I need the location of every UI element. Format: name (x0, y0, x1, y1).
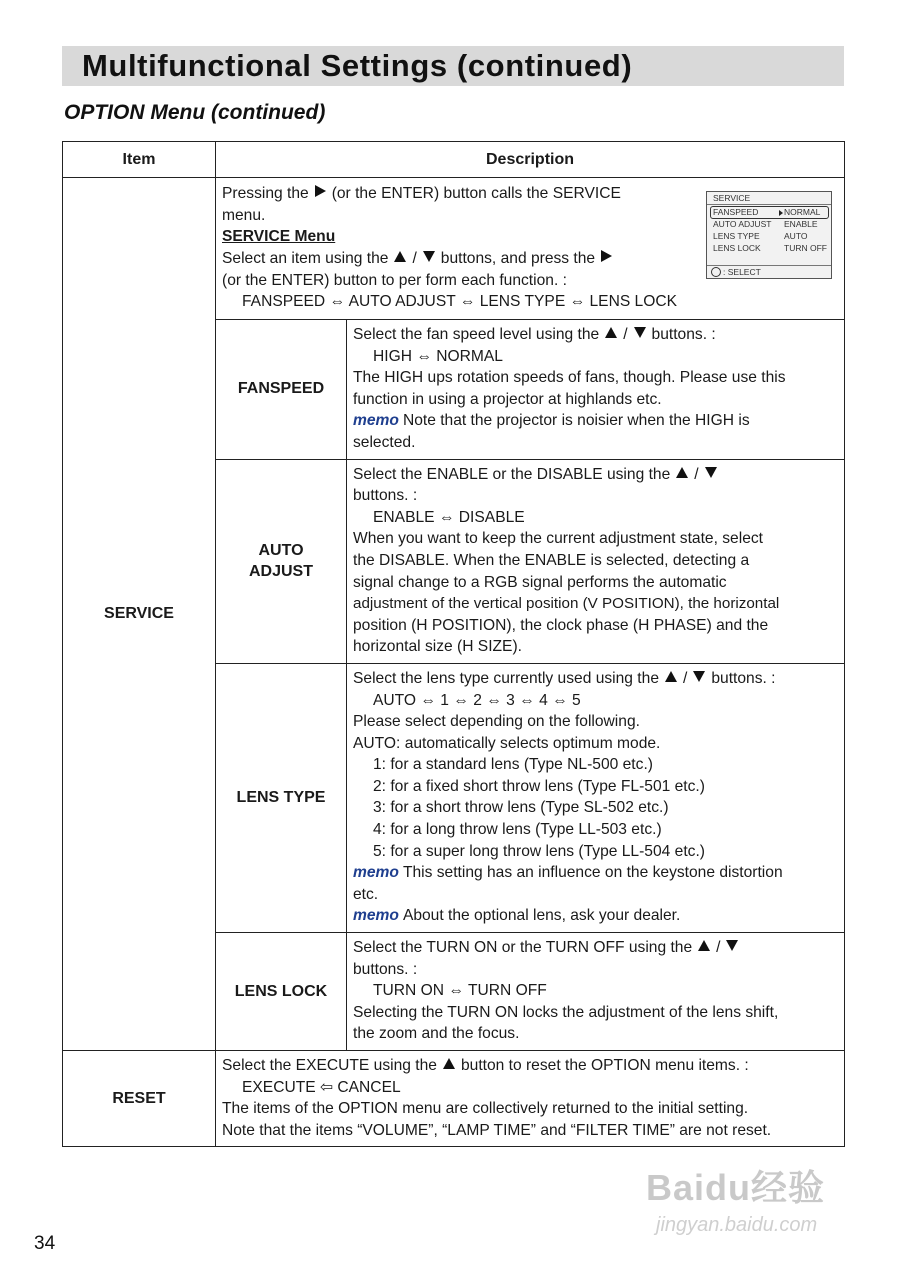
item-lens-type: LENS TYPE (216, 663, 347, 932)
lens-type-description: Select the lens type currently used using the / buttons. : AUTO ⇔ 1 ⇔ 2 ⇔ 3 ⇔ 4 ⇔ 5 Please select depending on the following. AUTO: automatically selects optimum mode. 1: for a standard lens (Type NL-500 etc.) 2: for a fixed short throw lens (Type FL-501 etc.) 3: for a short throw lens (Type SL-502 etc.) 4: for a long throw lens (Type LL-503 etc.) 5: for a super long throw lens (Type LL-504 etc.) memo This setting has an influence on the keystone distortion etc. memo About the optional lens, ask your dealer. (347, 663, 845, 932)
memo-label: memo (353, 864, 399, 882)
memo-label: memo (353, 412, 399, 430)
osd-row: LENS LOCK TURN OFF (713, 243, 827, 254)
osd-title: SERVICE (713, 193, 751, 204)
service-menu-heading: SERVICE Menu (222, 228, 336, 246)
title-bar (62, 46, 844, 86)
header-description: Description (216, 142, 845, 178)
down-arrow-icon (423, 251, 435, 262)
memo-label: memo (353, 907, 399, 925)
service-description: Pressing the (or the ENTER) button calls the SERVICE menu. SERVICE Menu Select an item using the / buttons, and press the (or the ENTER) button to per form each function. : FANSPEED ⇔ AUTO ADJUST ⇔ LENS TYPE ⇔ LENS LOCK SERVICE FANSPEED NORMAL AUTO ADJUST ENABLE LENS TYPE AUTO LENS LOCK TURN OFF : SELECT (216, 178, 845, 320)
up-arrow-icon (605, 327, 617, 338)
table-header-row (63, 142, 845, 178)
up-arrow-icon (665, 671, 677, 682)
header-item: Item (63, 142, 216, 178)
item-reset: RESET (63, 1051, 216, 1147)
item-fanspeed: FANSPEED (216, 320, 347, 460)
lens-lock-description: Select the TURN ON or the TURN OFF using the / buttons. : TURN ON ⇔ TURN OFF Selecting the TURN ON locks the adjustment of the lens shift, the zoom and the focus. (347, 933, 845, 1051)
osd-row: LENS TYPE AUTO (713, 231, 808, 242)
auto-adjust-description: Select the ENABLE or the DISABLE using the / buttons. : ENABLE ⇔ DISABLE When you want to keep the current adjustment state, select the DISABLE. When the ENABLE is selected, detecting a signal change to a RGB signal performs the automatic adjustment of the vertical position (V POSITION), the horizontal position (H POSITION), the clock phase (H PHASE) and the horizontal size (H SIZE). (347, 459, 845, 663)
page-number: 34 (34, 1233, 56, 1254)
table-row (63, 178, 845, 320)
item-service: SERVICE (63, 178, 216, 1051)
service-osd-screenshot (706, 191, 832, 279)
select-dial-icon (711, 267, 721, 277)
right-arrow-icon (315, 185, 326, 197)
section-subtitle: OPTION Menu (continued) (64, 101, 326, 124)
down-arrow-icon (693, 671, 705, 682)
down-arrow-icon (726, 940, 738, 951)
option-menu-table (62, 141, 845, 1147)
table-row (63, 1051, 845, 1147)
watermark-url: jingyan.baidu.com (656, 1214, 818, 1236)
down-arrow-icon (705, 467, 717, 478)
up-arrow-icon (698, 940, 710, 951)
reset-description: Select the EXECUTE using the button to reset the OPTION menu items. : EXECUTE ⇦ CANCEL The items of the OPTION menu are collectively returned to the initial setting. Note that the items “VOLUME”, “LAMP TIME” and “FILTER TIME” are not reset. (216, 1051, 845, 1147)
osd-arrow-icon (779, 210, 783, 216)
baidu-watermark (646, 1160, 851, 1255)
right-arrow-icon (601, 250, 612, 262)
item-auto-adjust: AUTO ADJUST (216, 459, 347, 663)
osd-row: FANSPEED NORMAL (713, 207, 821, 218)
fanspeed-description: Select the fan speed level using the / buttons. : HIGH ⇔ NORMAL The HIGH ups rotation speeds of fans, though. Please use this function in using a projector at highlands etc. memo Note that the projector is noisier when the HIGH is selected. (347, 320, 845, 460)
down-arrow-icon (634, 327, 646, 338)
osd-footer: : SELECT (711, 267, 761, 278)
watermark-logo: Baidu经验 (646, 1167, 826, 1208)
up-arrow-icon (443, 1058, 455, 1069)
item-lens-lock: LENS LOCK (216, 933, 347, 1051)
page-title: Multifunctional Settings (continued) (82, 48, 633, 83)
up-arrow-icon (394, 251, 406, 262)
up-arrow-icon (676, 467, 688, 478)
osd-row: AUTO ADJUST ENABLE (713, 219, 818, 230)
